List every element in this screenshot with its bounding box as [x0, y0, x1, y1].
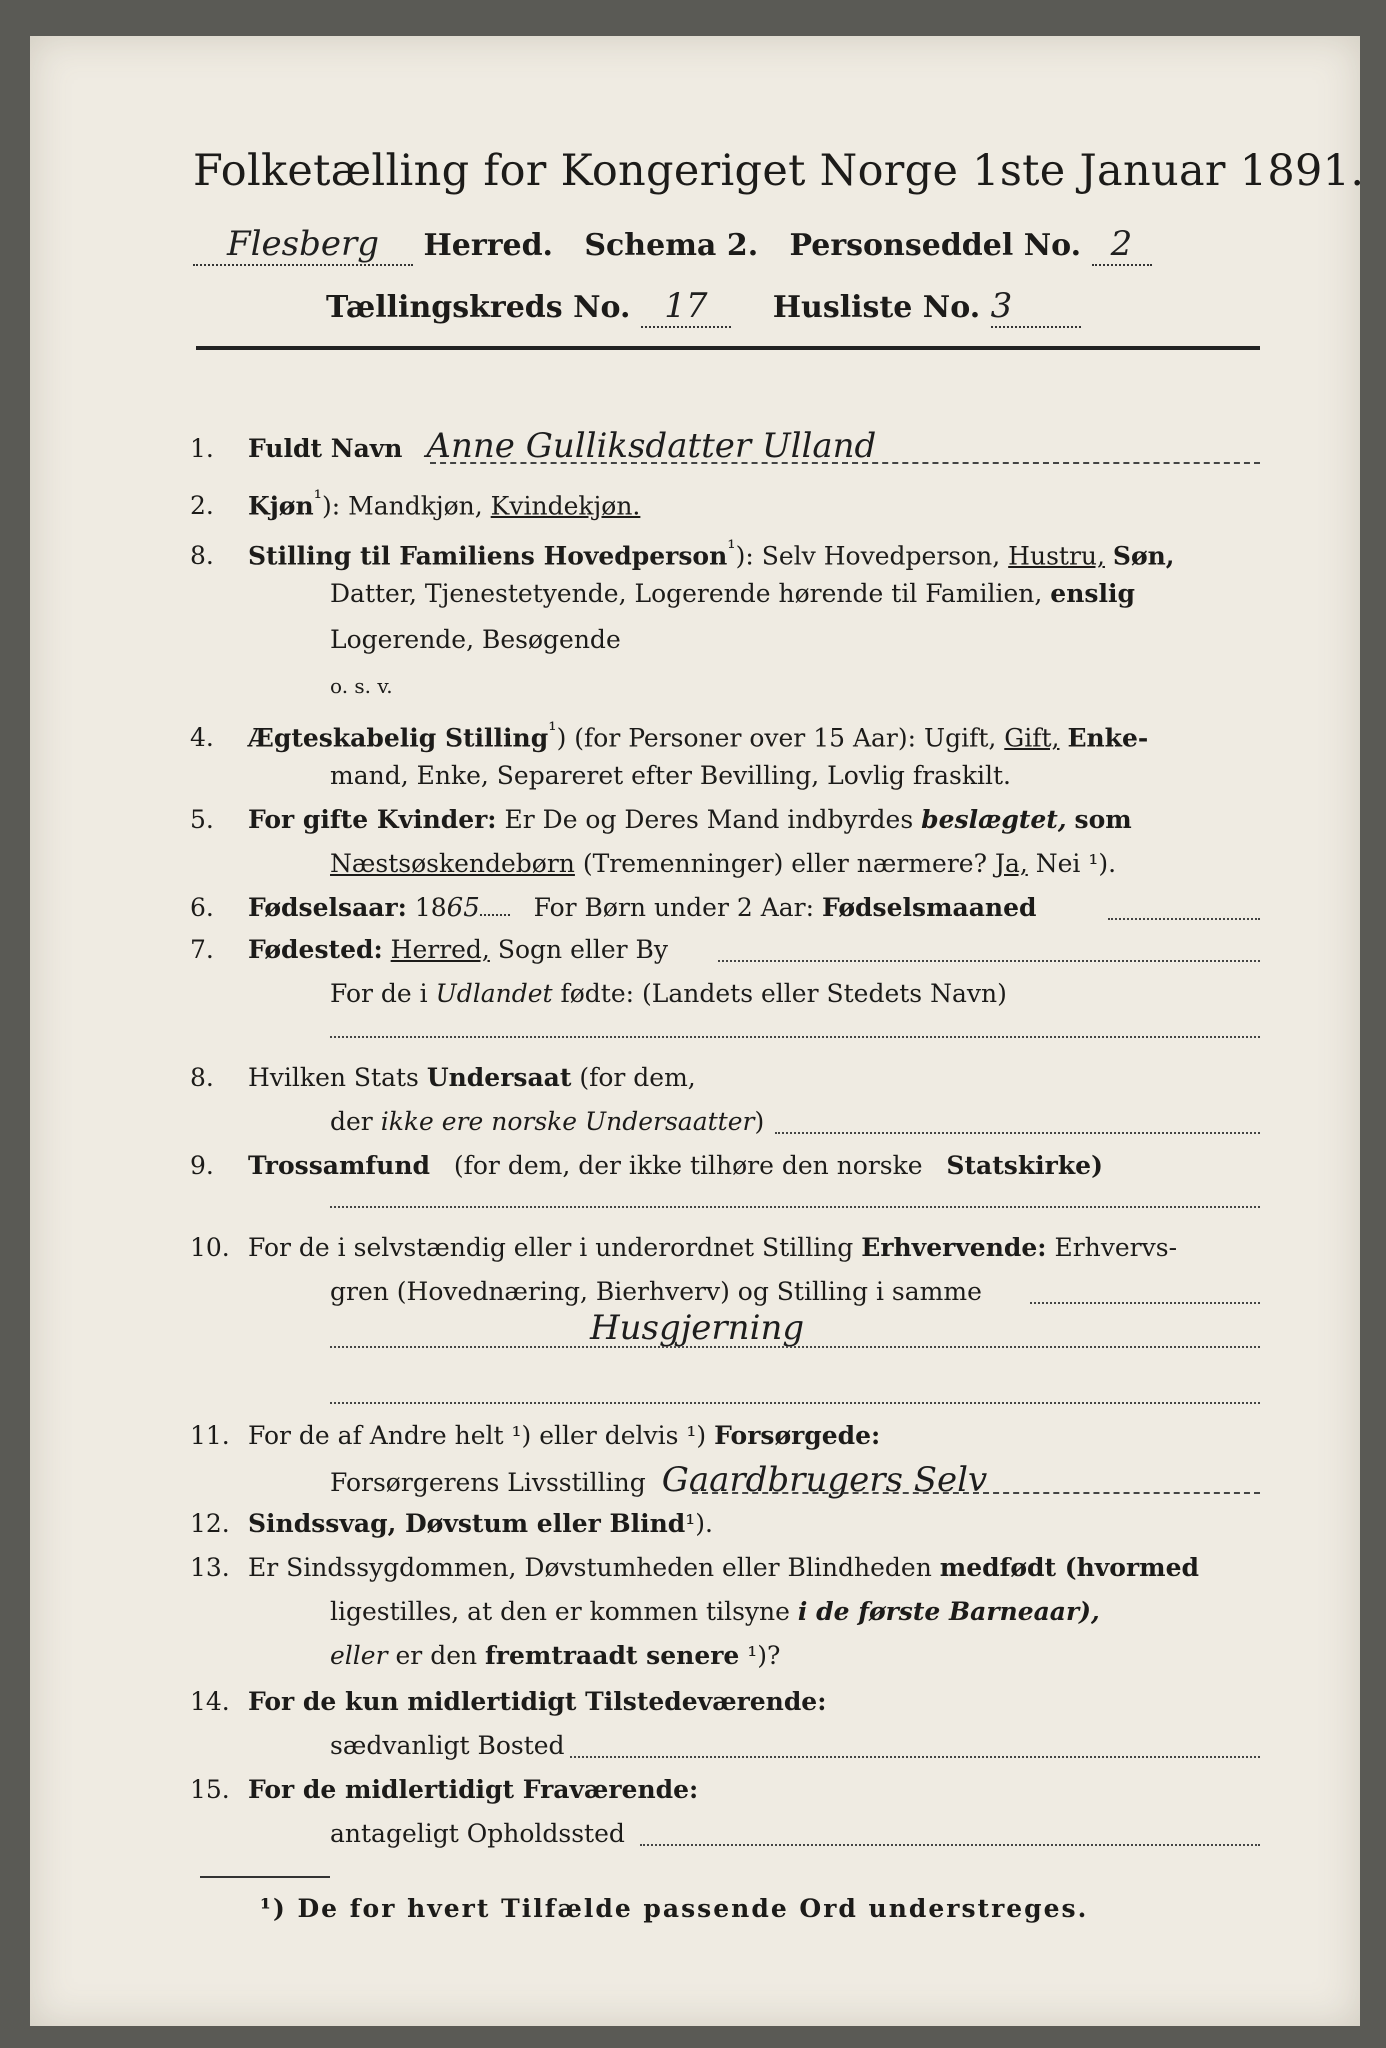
item-text: som [1074, 805, 1132, 834]
item-label: medfødt (hvormed [939, 1553, 1199, 1582]
item-text: Udlandet [435, 979, 553, 1008]
item-number: 13. [190, 1553, 230, 1582]
item-8-line-2 [330, 1100, 764, 1144]
item-number: 8. [190, 1063, 214, 1092]
item-14 [190, 1680, 826, 1724]
taellingskreds-handwriting: 17 [664, 286, 708, 326]
item-15-line-2: antageligt Opholdssted [330, 1819, 625, 1848]
item-number: 2. [190, 491, 214, 521]
item-number: 11. [190, 1421, 230, 1450]
item-text: Statskirke) [946, 1151, 1103, 1180]
item-number: 10. [190, 1233, 230, 1262]
item-7-line-2 [330, 972, 1007, 1016]
item-label: For de kun midlertidigt Tilstedeværende: [248, 1687, 827, 1716]
taellingskreds-row [326, 286, 1081, 328]
item-number: 15. [190, 1775, 230, 1804]
item-label: Trossamfund [248, 1151, 431, 1180]
item-6 [190, 886, 1037, 930]
footnote-mark: ¹ [313, 486, 322, 510]
usual-residence-line [570, 1756, 1260, 1758]
item-3-line-3: Logerende, Besøgende [330, 625, 621, 654]
item-label: Fødested: [248, 935, 383, 964]
item-5 [190, 798, 1132, 842]
item-3-line-2 [330, 572, 1135, 616]
item-text: eller [330, 1641, 388, 1670]
item-text: For de i [330, 979, 428, 1008]
item-text: ): Selv Hovedperson, [735, 541, 1001, 571]
item-text: enslig [1050, 579, 1135, 608]
item-label: Undersaat [426, 1063, 572, 1092]
item-text: (for dem, [579, 1063, 696, 1092]
item-text: ) (for Personer over 15 Aar): Ugift, [556, 723, 997, 753]
footnote-rule [200, 1876, 330, 1878]
item-text: ikke ere norske Undersaatter [380, 1107, 755, 1136]
item-text: Erhvervs- [1054, 1233, 1178, 1262]
item-2 [190, 476, 640, 528]
item-4 [190, 708, 1148, 760]
naestsoskendeborn-option: Næstsøskendebørn [330, 849, 575, 878]
provider-occupation-handwriting: Gaardbrugers Selv [661, 1460, 988, 1500]
item-15 [190, 1768, 698, 1812]
item-label: Forsørgede: [714, 1421, 881, 1450]
birth-month-line [1108, 918, 1260, 920]
item-number: 14. [190, 1687, 230, 1716]
item-5-line-2 [330, 842, 1116, 886]
herred-option: Herred, [390, 935, 490, 964]
item-text: 18 [414, 893, 447, 922]
item-10 [190, 1226, 1177, 1270]
item-13-line-2 [330, 1590, 1100, 1634]
birth-year-handwriting: 65 [446, 893, 480, 923]
herred-row [193, 224, 1152, 266]
item-3 [190, 526, 1265, 578]
item-9 [190, 1144, 1265, 1188]
personseddel-handwriting: 2 [1110, 224, 1133, 264]
item-text: fødte: (Landets eller Stedets Navn) [560, 979, 1007, 1008]
item-text: Fødselsmaaned [821, 893, 1037, 922]
item-text: (Tremenninger) eller nærmere? [582, 849, 987, 878]
item-text: For Børn under 2 Aar: [533, 893, 815, 922]
personseddel-field [1092, 224, 1152, 266]
item-text: ¹). [685, 1509, 714, 1538]
item-label: Ægteskabelig Stilling [248, 723, 549, 753]
herred-field [193, 224, 413, 266]
item-label: For de midlertidigt Fraværende: [248, 1775, 699, 1804]
occupation-handwriting: Husgjerning [590, 1308, 805, 1348]
item-3-line-4: o. s. v. [330, 674, 393, 698]
item-8 [190, 1056, 696, 1100]
kvindekjon-option: Kvindekjøn. [490, 491, 641, 521]
full-name-line [430, 462, 1260, 464]
item-label: Sindssvag, Døvstum eller Blind [248, 1509, 686, 1538]
husliste-handwriting: 3 [990, 286, 1013, 326]
item-text: Datter, Tjenestetyende, Logerende hørende til Familien, [330, 579, 1043, 608]
occupation-line-3 [330, 1402, 1260, 1404]
provider-occupation-line [692, 1492, 1260, 1494]
item-text: Er Sindssygdommen, Døvstumheden eller Blindheden [248, 1553, 932, 1582]
item-text: beslægtet, [921, 805, 1067, 834]
item-number: 5. [190, 805, 214, 834]
item-label: Fuldt Navn [248, 434, 403, 463]
item-label: Erhvervende: [861, 1233, 1047, 1262]
census-form-page [30, 36, 1365, 2026]
item-text: Er De og Deres Mand indbyrdes [504, 805, 914, 834]
item-number: 6. [190, 893, 214, 922]
footnote: ¹) De for hvert Tilfælde passende Ord understreges. [260, 1894, 1089, 1923]
occupation-line-1 [1030, 1302, 1260, 1304]
header-rule [196, 346, 1260, 350]
item-11-line-2 [330, 1458, 987, 1505]
herred-handwriting: Flesberg [227, 224, 379, 264]
item-13-line-3 [330, 1634, 780, 1678]
footnote-mark: ¹ [548, 718, 557, 742]
item-13 [190, 1546, 1265, 1590]
ja-option: Ja, [994, 849, 1028, 878]
form-title: Folketælling for Kongeriget Norge 1ste Januar 1891. [193, 146, 1365, 196]
item-number: 12. [190, 1509, 230, 1538]
dot-leader [480, 914, 510, 916]
item-text: For de i selvstændig eller i underordnet Stilling [248, 1233, 854, 1262]
item-text: der [330, 1107, 373, 1136]
religion-line [330, 1206, 1260, 1208]
item-text: i de første Barneaar), [797, 1597, 1100, 1626]
item-text: Enke- [1067, 723, 1149, 753]
stay-location-line [640, 1844, 1260, 1846]
gift-option: Gift, [1004, 723, 1060, 753]
husliste-label: Husliste No. [772, 290, 981, 325]
item-text: Søn, [1112, 541, 1175, 571]
item-number: 9. [190, 1151, 214, 1180]
foreign-birthplace-line [330, 1036, 1260, 1038]
item-text: Hvilken Stats [248, 1063, 419, 1092]
item-text: ) [754, 1107, 765, 1136]
item-number: 4. [190, 723, 214, 753]
item-text: ligestilles, at den er kommen tilsyne [330, 1597, 790, 1626]
item-text: ): Mandkjøn, [321, 491, 483, 521]
item-text: fremtraadt senere [485, 1641, 740, 1670]
taellingskreds-label: Tællingskreds No. [326, 290, 631, 325]
husliste-field [991, 286, 1081, 328]
footnote-mark: ¹ [727, 536, 736, 560]
item-number: 1. [190, 434, 214, 463]
item-text: For de af Andre helt ¹) eller delvis ¹) [248, 1421, 707, 1450]
taellingskreds-field [641, 286, 731, 328]
item-label: Stilling til Familiens Hovedperson [248, 541, 728, 571]
item-number: 8. [190, 541, 214, 571]
item-text: (for dem, der ikke tilhøre den norske [453, 1151, 923, 1180]
item-10-line-2: gren (Hovednæring, Bierhverv) og Stilling i samme [330, 1277, 982, 1306]
item-12 [190, 1502, 713, 1546]
item-text: ¹)? [747, 1641, 781, 1670]
item-label: Kjøn [248, 491, 314, 521]
occupation-line-2 [330, 1346, 1260, 1348]
item-number: 7. [190, 935, 214, 964]
item-7 [190, 928, 668, 972]
item-11 [190, 1414, 880, 1458]
birthplace-line [718, 960, 1260, 962]
item-14-line-2: sædvanligt Bosted [330, 1731, 565, 1760]
item-label: For gifte Kvinder: [248, 805, 497, 834]
item-text: Forsørgerens Livsstilling [330, 1468, 646, 1497]
item-text: Nei ¹). [1035, 849, 1117, 878]
item-label: Fødselsaar: [248, 893, 407, 922]
full-name-handwriting: Anne Gulliksdatter Ulland [426, 426, 877, 466]
herred-label: Herred. [423, 228, 554, 263]
item-text: er den [395, 1641, 478, 1670]
nationality-line [775, 1132, 1260, 1134]
hustru-option: Hustru, [1008, 541, 1105, 571]
personseddel-label: Personseddel No. [789, 228, 1082, 263]
item-text: Sogn eller By [497, 935, 669, 964]
schema-label: Schema 2. [584, 228, 759, 263]
item-4-line-2: mand, Enke, Separeret efter Bevilling, Lovlig fraskilt. [330, 761, 1011, 790]
